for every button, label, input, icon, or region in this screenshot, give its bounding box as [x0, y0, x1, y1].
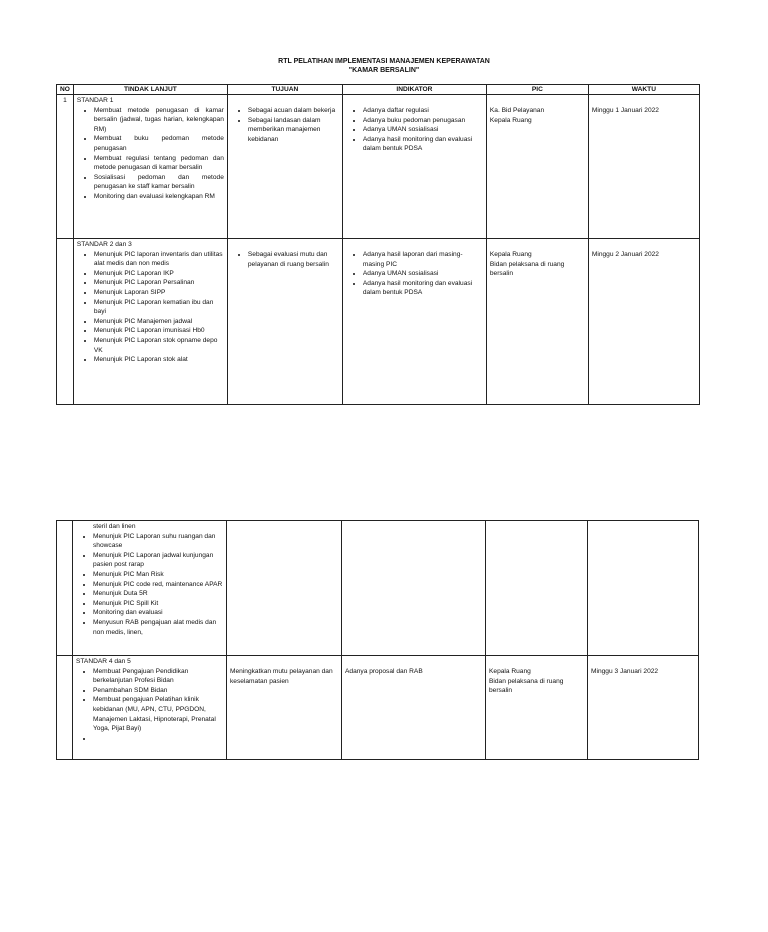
header-tujuan: TUJUAN	[227, 85, 342, 95]
continuation-first-line	[76, 522, 223, 532]
list-item: • Membuat metode penugasan di kamar bersalin (jadwal, tugas harian, kelengkapan RM)	[94, 106, 224, 135]
list-item: • Monitoring dan evaluasi	[93, 608, 223, 618]
list-item: • Menunjuk PIC Laporan Persalinan	[94, 278, 224, 288]
list-item	[93, 734, 223, 744]
cell-tujuan: Meningkatkan mutu pelayanan dan keselamatan pasien	[227, 656, 342, 760]
list-item: • Adanya hasil monitoring dan evaluasi dalam bentuk PDSA	[363, 135, 483, 154]
cell-waktu: Minggu 1 Januari 2022	[588, 95, 699, 239]
list-item: • Menunjuk Laporan SIPP	[94, 288, 224, 298]
list-item: • Adanya buku pedoman penugasan	[363, 116, 483, 126]
list-item: • Menunjuk PIC Laporan IKP	[94, 269, 224, 279]
pic-line: Kepala Ruang	[489, 116, 532, 124]
table-header-row	[57, 85, 700, 95]
list-item: • Menyusun RAB pengajuan alat medis dan non medis, linen,	[93, 618, 223, 637]
list-item: • Menunjuk PIC Laporan suhu ruangan dan showcase	[93, 532, 223, 551]
table-row	[57, 521, 699, 656]
list-item: • Menunjuk PIC Laporan imunisasi Hb0	[94, 326, 224, 336]
pic-line: Kepala Ruang	[489, 668, 531, 675]
header-no: NO	[57, 85, 74, 95]
document-title-line1: RTL PELATIHAN IMPLEMENTASI MANAJEMEN KEPERAWATAN	[278, 58, 490, 65]
cell-pic	[486, 239, 588, 405]
tindak-lanjut-list	[76, 532, 223, 638]
cell-tindak-lanjut	[73, 95, 227, 239]
list-item: • Monitoring dan evaluasi kelengkapan RM	[94, 192, 224, 202]
table-row	[57, 95, 700, 239]
cell-no	[57, 521, 73, 656]
cell-pic	[486, 95, 588, 239]
list-item: • Menunjuk PIC Laporan stok alat	[94, 355, 224, 365]
list-item: • Menunjuk PIC laporan inventaris dan utilitas alat medis dan non medis	[94, 250, 224, 269]
cell-indikator	[342, 95, 486, 239]
cell-pic	[486, 521, 588, 656]
standar-label: STANDAR 1	[76, 97, 114, 104]
cell-tindak-lanjut	[73, 239, 227, 405]
cell-no: 1	[57, 95, 74, 239]
list-item: • Sebagai acuan dalam bekerja	[248, 106, 339, 116]
standar-label: STANDAR 2 dan 3	[76, 241, 132, 248]
list-item: • Menunjuk PIC Man Risk	[93, 570, 223, 580]
indikator-list	[346, 106, 483, 154]
cell-tindak-lanjut	[73, 521, 227, 656]
list-item: • Menunjuk PIC Laporan kematian ibu dan bayi	[94, 298, 224, 317]
pic-line: Kepala Ruang	[489, 251, 532, 258]
list-item: • Adanya daftar regulasi	[363, 106, 483, 116]
tujuan-list	[231, 106, 339, 144]
table-row	[57, 656, 699, 760]
document-title-line2: "KAMAR BERSALIN"	[348, 67, 420, 74]
list-item: • Menunjuk PIC Laporan jadwal kunjungan pasien post rarap	[93, 551, 223, 570]
pic-line: Bidan pelaksana di ruang bersalin	[489, 260, 565, 278]
list-item: • Menunjuk Duta 5R	[93, 589, 223, 599]
cell-waktu	[588, 521, 699, 656]
tindak-lanjut-list	[76, 667, 223, 744]
list-item: • Menunjuk PIC Spill Kit	[93, 599, 223, 609]
cell-indikator: Adanya proposal dan RAB	[342, 656, 486, 760]
list-item: • Membuat Pengajuan Pendidikan berkelanjutan Profesi Bidan	[93, 667, 223, 686]
header-pic: PIC	[486, 85, 588, 95]
standar-label: STANDAR 4 dan 5	[76, 658, 131, 665]
tindak-lanjut-list	[77, 106, 224, 202]
list-item: • Membuat pengajuan Pelatihan klinik kebidanan (MU, APN, CTU, PPGDON, Manajemen Laktasi, Hipnoterapi, Prenatal Yoga, Pijat Bayi)	[93, 695, 223, 733]
header-tindak-lanjut: TINDAK LANJUT	[73, 85, 227, 95]
pic-line: Ka. Bid Pelayanan	[489, 107, 545, 114]
cell-no	[57, 656, 73, 760]
header-indikator: INDIKATOR	[342, 85, 486, 95]
cell-waktu: Minggu 2 Januari 2022	[588, 239, 699, 405]
list-item: • Membuat regulasi tentang pedoman dan metode penugasan di kamar bersalin	[94, 154, 224, 173]
list-item: • Sosialisasi pedoman dan metode penugasan ke staff kamar bersalin	[94, 173, 224, 192]
cell-tujuan	[227, 95, 342, 239]
list-item: • Adanya UMAN sosialisasi	[363, 125, 483, 135]
list-item: • Adanya hasil monitoring dan evaluasi dalam bentuk PDSA	[363, 279, 483, 298]
pic-line: Bidan pelaksana di ruang bersalin	[489, 677, 564, 695]
cell-indikator	[342, 239, 486, 405]
cell-tujuan	[227, 239, 342, 405]
list-item: • Membuat buku pedoman metode penugasan	[94, 134, 224, 153]
cell-waktu: Minggu 3 Januari 2022	[588, 656, 699, 760]
cell-pic	[486, 656, 588, 760]
tujuan-list	[231, 250, 339, 269]
cell-tujuan	[227, 521, 342, 656]
table-row	[57, 239, 700, 405]
cell-no	[57, 239, 74, 405]
cell-indikator	[342, 521, 486, 656]
list-item: • Menunjuk PIC Manajemen jadwal	[94, 317, 224, 327]
header-waktu: WAKTU	[588, 85, 699, 95]
list-item: • Sebagai evaluasi mutu dan pelayanan di ruang bersalin	[248, 250, 339, 269]
list-item: • Adanya hasil laporan dari masing-masing PIC	[363, 250, 483, 269]
tindak-lanjut-list	[77, 250, 224, 365]
list-item: steril dan linen	[93, 523, 136, 530]
indikator-list	[346, 250, 483, 298]
cell-tindak-lanjut	[73, 656, 227, 760]
list-item: • Adanya UMAN sosialisasi	[363, 269, 483, 279]
rtl-table-page-1	[56, 84, 700, 405]
list-item: • Menunjuk PIC Laporan stok opname depo VK	[94, 336, 224, 355]
list-item: • Sebagai landasan dalam memberikan manajemen kebidanan	[248, 116, 339, 145]
list-item: • Menunjuk PIC code red, maintenance APAR	[93, 580, 223, 590]
rtl-table-page-2	[56, 520, 699, 760]
list-item: • Penambahan SDM Bidan	[93, 686, 223, 696]
